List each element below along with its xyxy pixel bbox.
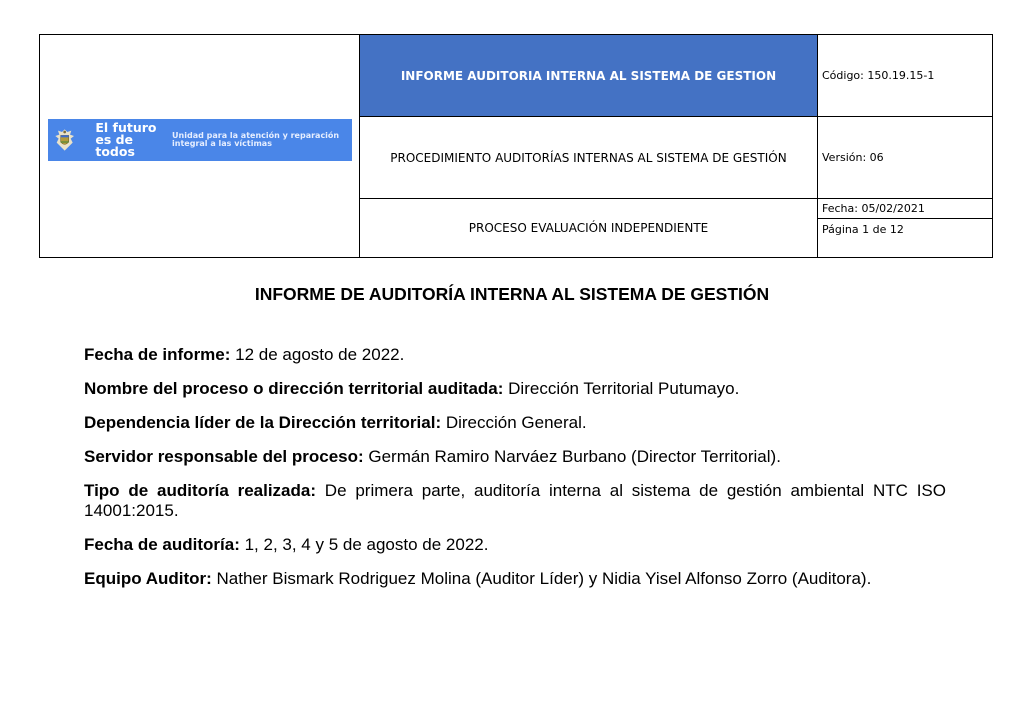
field-value: Dirección General.	[441, 413, 587, 432]
field-label: Servidor responsable del proceso:	[84, 447, 364, 466]
coat-of-arms-icon	[54, 123, 75, 157]
header-process: PROCESO EVALUACIÓN INDEPENDIENTE	[360, 199, 818, 257]
header-version: Versión: 06	[818, 117, 992, 199]
field-label: Fecha de auditoría:	[84, 535, 240, 554]
report-fields	[84, 345, 946, 603]
header-title: INFORME AUDITORIA INTERNA AL SISTEMA DE GESTION	[360, 35, 818, 117]
field-label: Dependencia líder de la Dirección territorial:	[84, 413, 442, 432]
document-header-table	[39, 34, 993, 258]
field-value: Germán Ramiro Narváez Burbano (Director Territorial).	[363, 447, 781, 466]
logo-cell	[40, 35, 360, 257]
field-label: Tipo de auditoría realizada:	[84, 481, 317, 500]
field-label: Fecha de informe:	[84, 345, 231, 364]
field-label: Equipo Auditor:	[84, 569, 212, 588]
field-report-date	[84, 345, 946, 365]
field-value: 12 de agosto de 2022.	[230, 345, 405, 364]
field-value: 1, 2, 3, 4 y 5 de agosto de 2022.	[239, 535, 489, 554]
field-audit-type	[84, 481, 946, 521]
header-page-number: Página 1 de 12	[822, 223, 904, 236]
header-date: Fecha: 05/02/2021	[818, 199, 992, 219]
header-code: Código: 150.19.15-1	[818, 35, 992, 117]
logo-main-text: El futuro es de todos	[95, 120, 157, 159]
field-audit-date	[84, 535, 946, 555]
field-audited-process	[84, 379, 946, 399]
field-responsible-officer	[84, 447, 946, 467]
field-audit-team	[84, 569, 946, 589]
field-label: Nombre del proceso o dirección territorial auditada:	[84, 379, 504, 398]
field-value: Dirección Territorial Putumayo.	[503, 379, 740, 398]
document-title: INFORME DE AUDITORÍA INTERNA AL SISTEMA DE GESTIÓN	[254, 284, 770, 304]
header-procedure: PROCEDIMIENTO AUDITORÍAS INTERNAS AL SISTEMA DE GESTIÓN	[360, 117, 818, 199]
field-value: De primera parte, auditoría interna al sistema de gestión ambiental NTC ISO 14001:2015.	[84, 481, 946, 520]
logo-sub-text: Unidad para la atención y reparación integral a las víctimas	[172, 131, 340, 148]
entity-logo	[48, 119, 352, 161]
field-value: Nather Bismark Rodriguez Molina (Auditor Líder) y Nidia Yisel Alfonso Zorro (Auditora).	[211, 569, 872, 588]
field-lead-dependency	[84, 413, 946, 433]
